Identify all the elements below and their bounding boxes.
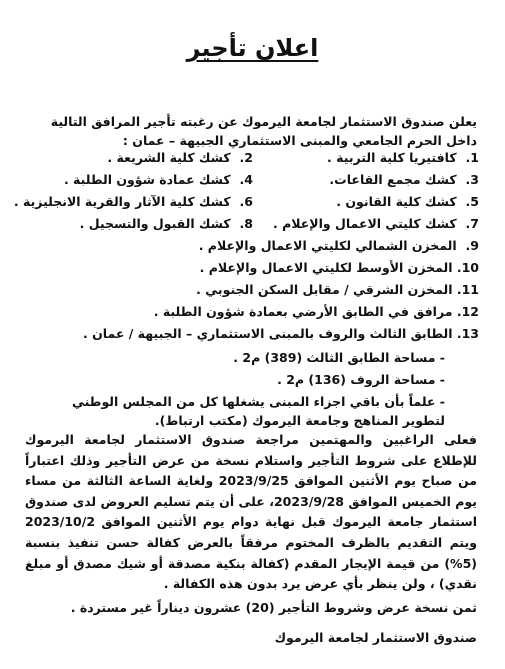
sub-item: - مساحة الطابق الثالث (389) م2 . [233,350,445,365]
list-row [25,150,479,169]
page-title: اعلان تأجير [186,34,319,62]
list-item: 13. الطابق الثالث والروف بالمبنى الاستثماري – الجبيهة / عمان . [82,326,479,341]
price-note: ثمن نسخة عرض وشروط التأجير (20) عشرون ديناراً غير مستردة . [70,600,477,615]
footer-signature: صندوق الاستثمار لجامعة اليرموك [274,630,477,645]
list-row [25,216,479,235]
list-item: 7. كشك كليتي الاعمال والإعلام . [273,216,479,231]
list-item: 2. كشك كلية الشريعة . [107,150,253,165]
list-item: 12. مرافق في الطابق الأرضي بعمادة شؤون الطلبة . [153,304,479,319]
list-item: 11. المخزن الشرقي / مقابل السكن الجنوبي . [196,282,479,297]
body-paragraph: فعلى الراغبين والمهتمين مراجعة صندوق الاستثمار لجامعة اليرموك للإطلاع على شروط التأجير واستلام نسخة من عرض التأجير وذلك اعتباراً من صباح يوم الأثنين الموافق 2023/9/25 ولغاية الساعة الثالثة من مساء يوم الخميس الموافق 2023/9/28، على أن يتم تسليم العروض لدى صندوق استثمار جامعة اليرموك قبل نهاية دوام يوم الأثنين الموافق 2023/10/2 ويتم التقديم بالظرف المختوم مرفقاً بالعرض كفالة حسن تنفيذ بنسبة (5%) من قيمة الإيجار المقدم (كفالة بنكية مصدقة أو شيك مصدق أو مبلغ نقدي) ، ولن ينظر بأي عرض يرد بدون هذه الكفالة . [25,432,477,592]
list-item: 9. المخزن الشمالي لكليتي الاعمال والإعلام . [198,238,479,253]
list-item: 1. كافتيريا كلية التربية . [327,150,479,165]
sub-item: - مساحة الروف (136) م2 . [277,372,445,387]
sub-item: - علماً بأن باقي اجزاء المبنى يشغلها كل من المجلس الوطني لتطوير المناهج وجامعة اليرموك (مكتب ارتباط). [71,394,445,428]
list-row [13,194,479,213]
intro-paragraph: يعلن صندوق الاستثمار لجامعة اليرموك عن رغبته تأجير المرافق التالية داخل الحرم الجامعي والمبنى الاستثماري الجبيهة – عمان : [50,114,477,148]
list-item: 3. كشك مجمع القاعات. [329,172,479,187]
list-item: 10. المخزن الأوسط لكليتي الاعمال والإعلام . [199,260,479,275]
list-item: 4. كشك عمادة شؤون الطلبة . [63,172,253,187]
list-item: 5. كشك كلية القانون . [336,194,479,209]
list-row [25,172,479,191]
list-item: 6. كشك كلية الآثار والقرية الانجليزية . [13,194,253,209]
list-item: 8. كشك القبول والتسجيل . [79,216,253,231]
